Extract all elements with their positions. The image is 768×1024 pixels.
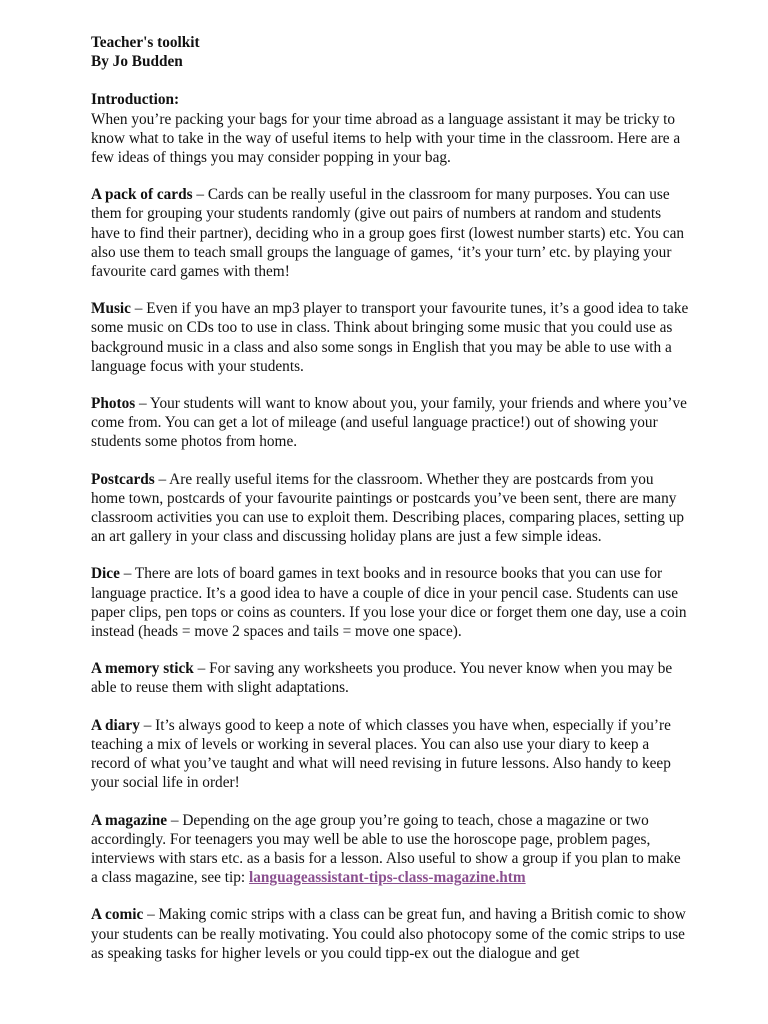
section-text: – Making comic strips with a class can be great fun, and having a British comic to show your students can be really motivating. You could also photocopy some of the comic strips to use as speaking tasks for higher levels or you could tipp-ex out the dialogue and get (91, 906, 686, 962)
section-postcards (91, 470, 691, 547)
intro-text: When you’re packing your bags for your time abroad as a language assistant it may be tricky to know what to take in the way of useful items to help with your time in the classroom. Here are a few ideas of things you may consider popping in your bag. (91, 110, 681, 167)
section-text: – Depending on the age group you’re going to teach, chose a magazine or two accordingly. For teenagers you may well be able to use the horoscope page, problem pages, interviews with stars etc. as a basis for a lesson. Also useful to show a group if you plan to make a class magazine, see tip: (91, 811, 681, 887)
section-title: A pack of cards (91, 186, 193, 204)
section-title: A memory stick (91, 660, 194, 678)
section-text: – Cards can be really useful in the classroom for many purposes. You can use them for grouping your students randomly (give out pairs of numbers at random and students have to find their partner), deciding who in a group goes first (lowest number starts) etc. You can also use them to teach small groups the language of games, ‘it’s your turn’ etc. by playing your favourite card games with them! (91, 186, 685, 281)
section-magazine (91, 811, 691, 888)
section-pack-of-cards (91, 185, 691, 281)
document-author: By Jo Budden (91, 53, 183, 71)
document-page (91, 33, 691, 981)
document-title: Teacher's toolkit (91, 34, 200, 51)
section-text: – Are really useful items for the classroom. Whether they are postcards from you home town, postcards of your favourite paintings or postcards you’ve been sent, there are many classroom activities you can use to exploit them. Describing places, comparing places, setting up an art gallery in your class and discussing holiday plans are just a few simple ideas. (91, 470, 685, 546)
section-text: – It’s always good to keep a note of which classes you have when, especially if you’re teaching a mix of levels or working in several places. You can also use your diary to keep a record of what you’ve taught and what will need revising in future lessons. Also handy to keep your social life in order! (91, 716, 671, 792)
section-title: Photos (91, 395, 136, 413)
section-title: A magazine (91, 811, 168, 829)
section-memory-stick (91, 659, 691, 697)
section-title: A comic (91, 906, 144, 924)
section-title: A diary (91, 716, 140, 734)
spacer (91, 71, 691, 90)
section-diary (91, 716, 691, 793)
section-dice (91, 564, 691, 641)
section-music (91, 299, 691, 376)
section-title: Postcards (91, 470, 155, 488)
section-text: – There are lots of board games in text books and in resource books that you can use for language practice. It’s a good idea to have a couple of dice in your pencil case. Students can use paper clips, pen tops or coins as counters. If you lose your dice or forget them one day, use a coin instead (heads = move 2 spaces and tails = move one space). (91, 565, 687, 641)
intro-section (91, 90, 691, 167)
section-title: Music (91, 300, 131, 318)
section-text: – Even if you have an mp3 player to transport your favourite tunes, it’s a good idea to take some music on CDs too to use in class. Think about bringing some music that you could use as background music in a class and also some songs in English that you may be able to use with a language focus with your students. (91, 300, 689, 375)
section-text: – Your students will want to know about you, your family, your friends and where you’ve come from. You can get a lot of mileage (and useful language practice!) out of showing your students some photos from home. (91, 395, 687, 451)
section-comic (91, 905, 691, 963)
section-text: – For saving any worksheets you produce. You never know when you may be able to reuse them with slight adaptations. (91, 660, 673, 697)
section-photos (91, 394, 691, 452)
magazine-tip-link[interactable]: languageassistant-tips-class-magazine.htm (249, 869, 526, 887)
section-title: Dice (91, 565, 120, 583)
intro-heading: Introduction: (91, 91, 180, 109)
